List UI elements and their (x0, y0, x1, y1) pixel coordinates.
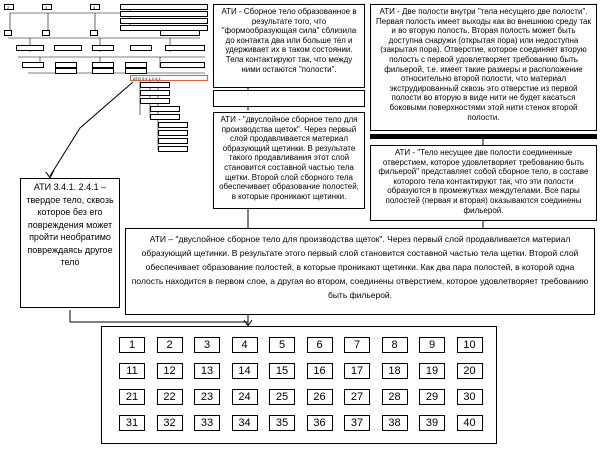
separator-bar (370, 134, 597, 139)
number-cell: 7 (344, 337, 370, 353)
tree-node (160, 62, 205, 68)
number-cell: 12 (157, 363, 183, 379)
tree-node (158, 122, 188, 128)
box-body-with-cavities-text: АТИ - "Тело несущее две полости соединенные отверстием, которое удовлетворяет требованию быть фильерой" представляет собой сборное тело, в составе которого тела контактируют так, что эти полости образуются в промежутках междутелами. Все пары полостей (первая и вторая) оказываются соединены фильерой. (378, 148, 589, 215)
tree-node (4, 4, 14, 10)
number-cell: 31 (119, 415, 145, 431)
number-cell: 3 (194, 337, 220, 353)
tree-node (165, 45, 205, 51)
box-two-layer-body (213, 112, 365, 209)
tree-node (125, 68, 147, 74)
number-cell: 6 (307, 337, 333, 353)
tree-node (42, 4, 52, 10)
number-cell: 5 (269, 337, 295, 353)
number-cell: 9 (419, 337, 445, 353)
number-cell: 2 (157, 337, 183, 353)
tree-node (120, 11, 208, 17)
tree-node (16, 45, 44, 51)
number-cell: 36 (307, 415, 333, 431)
number-cell: 16 (307, 363, 333, 379)
tree-node-label: АТИ 3.4.1.2.4.1 (133, 76, 161, 81)
tree-node-label: 4 (93, 5, 96, 10)
tree-node-label: 2 (7, 5, 10, 10)
tree-node (92, 45, 114, 51)
number-cell: 26 (307, 389, 333, 405)
number-cell: 34 (232, 415, 258, 431)
tree-node (90, 4, 100, 10)
box-two-layer-detailed (125, 228, 595, 315)
tree-node (158, 146, 188, 152)
tree-node (120, 4, 208, 10)
tree-node (140, 90, 170, 96)
number-cell: 33 (194, 415, 220, 431)
tree-node (22, 62, 44, 68)
number-cell: 10 (457, 337, 483, 353)
tree-node (158, 130, 188, 136)
tree-node (140, 98, 170, 104)
number-cell: 14 (232, 363, 258, 379)
tree-node (130, 45, 152, 51)
number-cell: 37 (344, 415, 370, 431)
tree-node (42, 30, 50, 36)
tree-node (150, 106, 180, 112)
tree-node (160, 30, 200, 36)
number-cell: 29 (419, 389, 445, 405)
number-cell: 30 (457, 389, 483, 405)
tree-node (140, 82, 170, 88)
number-cell: 21 (119, 389, 145, 405)
number-cell: 1 (119, 337, 145, 353)
tree-node (120, 18, 208, 24)
number-cell: 18 (382, 363, 408, 379)
tree-node (92, 68, 114, 74)
box-solid-body (20, 178, 120, 308)
number-cell: 28 (382, 389, 408, 405)
tree-node (90, 30, 98, 36)
tree-node (158, 138, 188, 144)
number-cell: 32 (157, 415, 183, 431)
box-composite-body-text: АТИ - Сборное тело образованное в результате того, что "формообразующая сила" сблизила до контакта два или больше тел и удерживает их в таком состоянии. Тела контактируют так, что между ними остаются "полости". (221, 7, 357, 74)
tree-node (55, 68, 77, 74)
number-cell: 15 (269, 363, 295, 379)
box-two-cavities-text: АТИ - Две полости внутри "тела несущего две полости". Первая полость имеет выходы как во внешнюю среду так и во вторую полость. Вторая полость может быть доступна снаружи (открытая пора) или недоступна (закрытая пора). Отверстие, которое соединяет вторую полость с первой удовлетворяет требованию быть фильерой, т.е. имеет такие размеры и расположение относительно второй полости, что материал экструдированный сквозь это отверстие из первой полости во вторую в виде нити не будет касаться боковыми поверхностями этой нити стенок второй полости. (376, 7, 591, 122)
number-cell: 8 (382, 337, 408, 353)
number-cell: 25 (269, 389, 295, 405)
number-cell: 22 (157, 389, 183, 405)
box-composite-body (213, 4, 365, 88)
tree-node (150, 114, 180, 120)
number-cell: 40 (457, 415, 483, 431)
number-cell: 27 (344, 389, 370, 405)
tree-node-label: 3 (45, 5, 48, 10)
box-empty (213, 90, 365, 107)
tree-node (54, 45, 82, 51)
box-two-cavities (370, 4, 597, 131)
box-body-with-cavities (370, 145, 597, 221)
tree-node-highlighted (130, 75, 208, 81)
number-cell: 23 (194, 389, 220, 405)
number-cell: 20 (457, 363, 483, 379)
box-two-layer-detailed-text: АТИ – "двуслойное сборное тело для производства щеток". Через первый слой продавливается материал образующий щетинки. В результате этого первый слой становится составной частью тела щетки. Второй слой обеспечивает образование полостей, в которые проникают щетинки. Как два пара полостей, в которой одна полость находится в первом слое, а другая во втором, соединены отверстием, которое удовлетворяет требованию быть фильерой. (131, 234, 589, 300)
number-cell: 17 (344, 363, 370, 379)
number-cell: 11 (119, 363, 145, 379)
number-cell: 38 (382, 415, 408, 431)
number-cell: 35 (269, 415, 295, 431)
box-two-layer-body-text: АТИ - "двуслойное сборное тело для производства щеток". Через первый слой продавливается материал образующий щетинки. В результате такого продавливания этот слой становится составной частью тела щетки. Второй слой сборного тела обеспечивает образование полостей, в которые проникают щетинки. (219, 115, 359, 201)
tree-node (4, 30, 12, 36)
number-cell: 39 (419, 415, 445, 431)
number-cell: 13 (194, 363, 220, 379)
number-cell: 4 (232, 337, 258, 353)
number-cell: 19 (419, 363, 445, 379)
number-grid (101, 326, 497, 444)
number-cell: 24 (232, 389, 258, 405)
box-solid-body-text: АТИ 3.4.1. 2.4.1 – твердое тело, сквозь которое без его повреждения может пройти необратимо повреждаясь другое тело (26, 182, 114, 267)
